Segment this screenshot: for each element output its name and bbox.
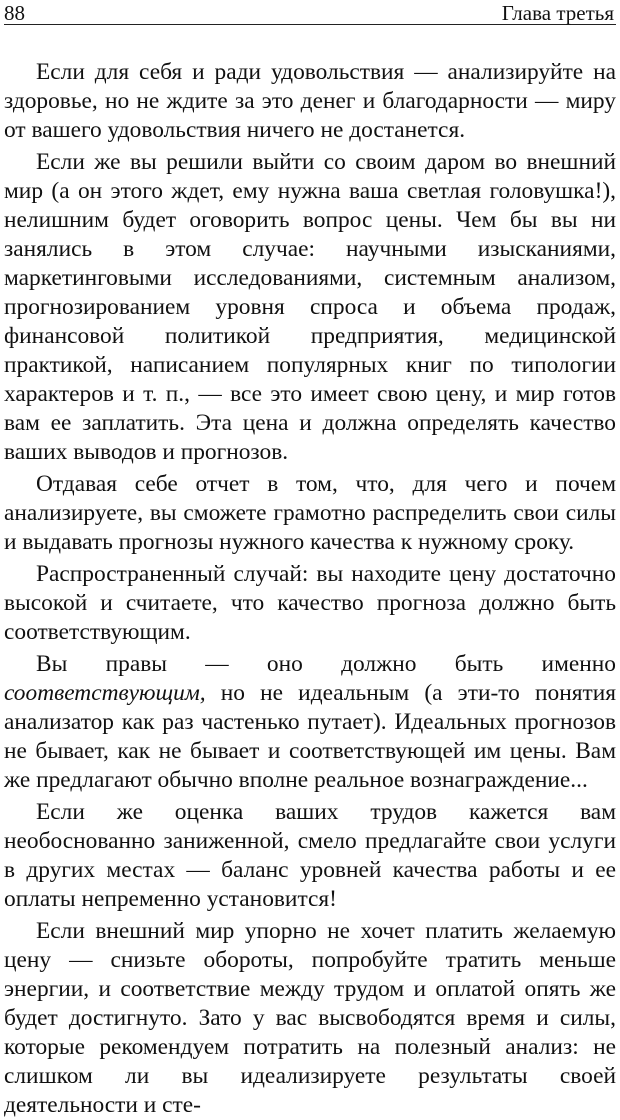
page-number: 88 [4,1,25,25]
emphasis-word: соответствующим, [4,680,206,706]
paragraph-5 [4,650,616,795]
chapter-title: Глава третья [501,1,614,25]
paragraph-7: Если внешний мир упорно не хочет платить желаемую цену — снизьте обороты, попробуйте тратить меньше энергии, и соответствие между трудом и оплатой опять же будет достигнуто. Зато у вас высвободятся время и силы, которые рекомендуем потратить на полезный анализ: не слишком ли вы идеализируете результаты своей деятельности и сте- [4,918,616,1118]
paragraph-2: Если же вы решили выйти со своим даром во внешний мир (а он этого ждет, ему нужна ваша светлая головушка!), нелишним будет оговорить вопрос цены. Чем бы вы ни занялись в этом случае: научными изысканиями, маркетинговыми исследованиями, системным анализом, прогнозированием уровня спроса и объема продаж, финансовой политикой предприятия, медицинской практикой, написанием популярных книг по типологии характеров и т. п., — все это имеет свою цену, и мир готов вам ее заплатить. Эта цена и должна определять качество ваших выводов и прогнозов. [4,149,616,465]
paragraph-5-lead: Вы правы — оно должно быть именно [36,651,616,677]
running-header [4,0,616,25]
paragraph-5-rest: но не идеальным (а эти-то понятия анализатор как раз частенько путает). Идеальных прогнозов не бывает, как не бывает и соответствующей им цены. Вам же предлагают обычно вполне реальное вознаграждение... [4,680,616,793]
paragraph-4: Распространенный случай: вы находите цену достаточно высокой и считаете, что качество прогноза должно быть соответствующим. [4,561,616,645]
paragraph-6: Если же оценка ваших трудов кажется вам необоснованно заниженной, смело предлагайте свои услуги в других местах — баланс уровней качества работы и ее оплаты непременно установится! [4,799,616,912]
body-text [4,58,616,1120]
paragraph-1: Если для себя и ради удовольствия — анализируйте на здоровье, но не ждите за это денег и благодарности — миру от вашего удовольствия ничего не достанется. [4,59,616,143]
paragraph-3: Отдавая себе отчет в том, что, для чего и почем анализируете, вы сможете грамотно распределить свои силы и выдавать прогнозы нужного качества к нужному сроку. [4,471,616,555]
